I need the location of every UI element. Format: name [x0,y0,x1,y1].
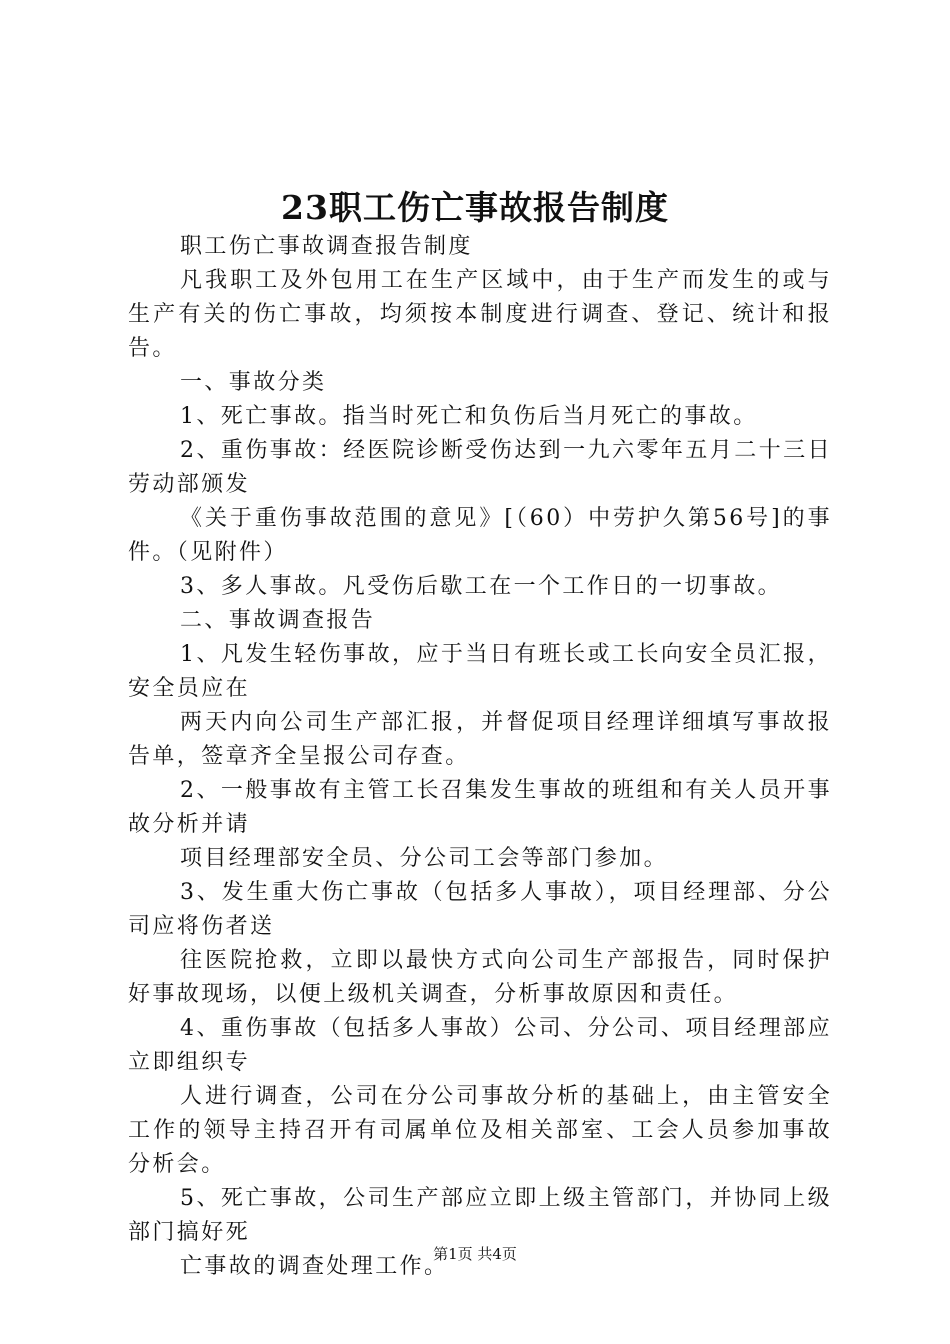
paragraph: 一、事故分类 [180,370,327,395]
paragraph: 3、发生重大伤亡事故（包括多人事故），项目经理部、分公司应将伤者送 [128,880,832,939]
paragraph: 凡我职工及外包用工在生产区域中，由于生产而发生的或与生产有关的伤亡事故，均须按本制度进行调查、登记、统计和报告。 [128,268,832,361]
paragraph: 职工伤亡事故调查报告制度 [180,234,473,259]
paragraph: 亡事故的调查处理工作。 [180,1254,449,1279]
paragraph: 人进行调查，公司在分公司事故分析的基础上，由主管安全工作的领导主持召开有司属单位及相关部室、工会人员参加事故分析会。 [128,1084,832,1177]
page-footer: 第1页 共4页 [433,1245,517,1263]
paragraph: 项目经理部安全员、分公司工会等部门参加。 [180,846,669,871]
paragraph: 4、重伤事故（包括多人事故）公司、分公司、项目经理部应立即组织专 [128,1016,832,1075]
document-body [128,230,832,1284]
paragraph: 1、死亡事故。指当时死亡和负伤后当月死亡的事故。 [180,404,758,429]
paragraph: 3、多人事故。凡受伤后歇工在一个工作日的一切事故。 [180,574,782,599]
paragraph: 5、死亡事故，公司生产部应立即上级主管部门，并协同上级部门搞好死 [128,1186,832,1245]
paragraph: 《关于重伤事故范围的意见》[（60）中劳护久第56号]的事件。（见附件） [128,506,832,565]
paragraph: 两天内向公司生产部汇报，并督促项目经理详细填写事故报告单，签章齐全呈报公司存查。 [128,710,832,769]
paragraph: 往医院抢救，立即以最快方式向公司生产部报告，同时保护好事故现场，以便上级机关调查，分析事故原因和责任。 [128,948,832,1007]
paragraph: 2、重伤事故：经医院诊断受伤达到一九六零年五月二十三日劳动部颁发 [128,438,832,497]
document-title: 23职工伤亡事故报告制度 [281,188,669,227]
paragraph: 2、一般事故有主管工长召集发生事故的班组和有关人员开事故分析并请 [128,778,832,837]
paragraph: 1、凡发生轻伤事故，应于当日有班长或工长向安全员汇报，安全员应在 [128,642,832,701]
paragraph: 二、事故调查报告 [180,608,376,633]
